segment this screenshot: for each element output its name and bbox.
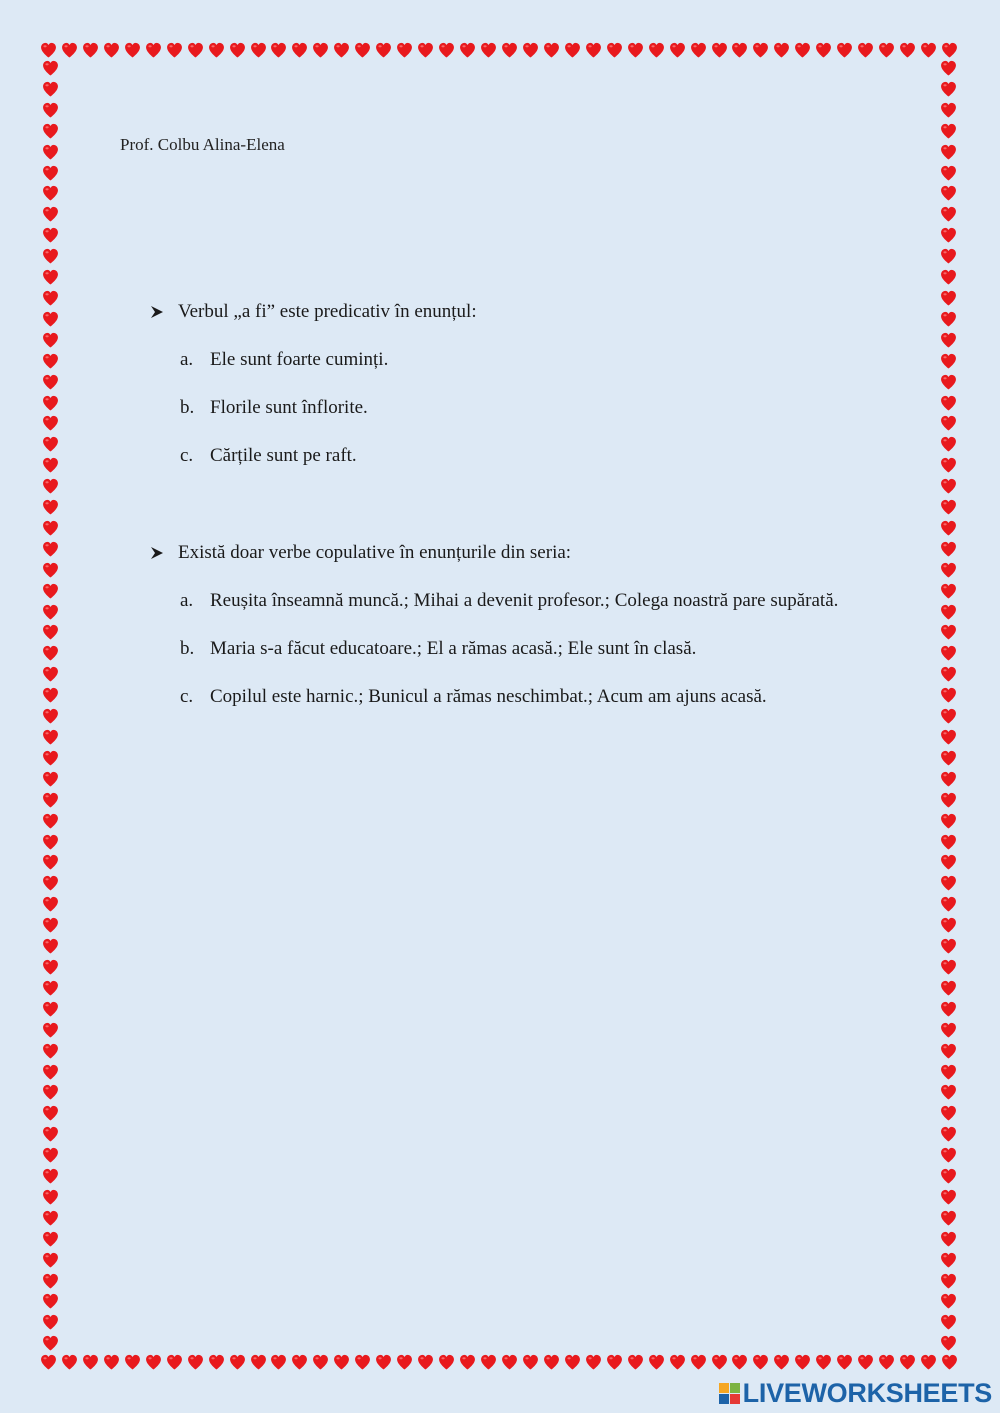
heart-icon [229,1354,246,1370]
heart-icon [42,206,59,222]
heart-icon [42,604,59,620]
heart-icon [940,395,957,411]
heart-icon [940,102,957,118]
heart-icon [940,792,957,808]
heart-icon [857,42,874,58]
heart-icon [815,1354,832,1370]
heart-icon [61,42,78,58]
heart-icon [794,42,811,58]
heart-icon [940,1231,957,1247]
worksheet-page [40,40,958,1372]
arrowhead-bullet-icon [150,546,178,560]
heart-icon [103,42,120,58]
heart-icon [42,1043,59,1059]
option-letter: b. [180,638,195,659]
heart-icon [42,1252,59,1268]
heart-icon [940,165,957,181]
heart-icon [42,332,59,348]
heart-icon [940,499,957,515]
heart-icon [42,645,59,661]
author-name: Prof. Colbu Alina-Elena [120,135,285,154]
heart-icon [940,813,957,829]
heart-icon [291,42,308,58]
heart-icon [899,1354,916,1370]
heart-icon [124,42,141,58]
heart-icon [42,917,59,933]
heart-icon [145,42,162,58]
question-2-option-a[interactable] [150,587,910,615]
heart-icon [354,42,371,58]
option-text: Reușita înseamnă muncă.; Mihai a devenit profesor.; Colega noastră pare supărată. [210,590,839,611]
heart-icon [42,771,59,787]
heart-icon [543,42,560,58]
liveworksheets-logo[interactable] [719,1377,992,1409]
heart-icon [940,227,957,243]
heart-icon [42,415,59,431]
question-1-option-b[interactable] [150,394,910,422]
heart-icon [42,1314,59,1330]
heart-icon [208,42,225,58]
heart-icon [794,1354,811,1370]
heart-icon [669,1354,686,1370]
heart-icon [42,520,59,536]
heart-icon [417,42,434,58]
heart-icon [940,1043,957,1059]
option-letter: c. [180,686,194,707]
heart-icon [42,144,59,160]
heart-border-top [40,40,958,60]
heart-icon [711,42,728,58]
heart-icon [42,1273,59,1289]
heart-icon [690,1354,707,1370]
heart-icon [940,1252,957,1268]
heart-icon [166,42,183,58]
heart-icon [815,42,832,58]
heart-icon [42,583,59,599]
heart-icon [940,541,957,557]
heart-icon [940,854,957,870]
heart-icon [940,457,957,473]
heart-icon [312,42,329,58]
heart-icon [522,42,539,58]
heart-icon [940,729,957,745]
heart-icon [543,1354,560,1370]
heart-icon [773,42,790,58]
heart-icon [940,1001,957,1017]
heart-icon [166,1354,183,1370]
heart-icon [940,980,957,996]
heart-icon [42,813,59,829]
heart-icon [42,1210,59,1226]
heart-icon [836,42,853,58]
heart-icon [940,206,957,222]
heart-icon [752,42,769,58]
heart-icon [42,666,59,682]
heart-icon [42,834,59,850]
heart-icon [42,1126,59,1142]
heart-icon [940,708,957,724]
heart-icon [229,42,246,58]
heart-icon [42,1022,59,1038]
heart-icon [940,1022,957,1038]
heart-icon [42,980,59,996]
heart-icon [187,42,204,58]
heart-icon [940,1314,957,1330]
question-1-option-c[interactable] [150,442,910,470]
heart-icon [312,1354,329,1370]
heart-icon [250,1354,267,1370]
heart-icon [940,415,957,431]
heart-icon [606,1354,623,1370]
heart-icon [940,959,957,975]
heart-icon [42,478,59,494]
heart-icon [940,666,957,682]
heart-icon [585,1354,602,1370]
heart-icon [501,1354,518,1370]
heart-icon [940,687,957,703]
heart-icon [648,1354,665,1370]
heart-icon [145,1354,162,1370]
heart-icon [42,499,59,515]
question-2-text: Există doar verbe copulative în enunțurile din seria: [178,542,572,563]
heart-icon [940,771,957,787]
heart-icon [42,959,59,975]
heart-icon [42,1293,59,1309]
heart-icon [270,1354,287,1370]
heart-icon [396,42,413,58]
heart-icon [627,1354,644,1370]
heart-icon [42,1105,59,1121]
option-text: Cărțile sunt pe raft. [210,445,357,466]
heart-icon [42,311,59,327]
heart-icon [438,42,455,58]
heart-icon [878,1354,895,1370]
heart-icon [940,353,957,369]
heart-icon [42,102,59,118]
heart-icon [42,227,59,243]
heart-icon [773,1354,790,1370]
option-text: Maria s-a făcut educatoare.; El a rămas acasă.; Ele sunt în clasă. [210,638,697,659]
heart-icon [522,1354,539,1370]
heart-icon [940,1084,957,1100]
heart-icon [731,42,748,58]
question-1 [150,298,910,470]
heart-icon [42,875,59,891]
heart-icon [940,269,957,285]
question-2 [150,539,910,711]
heart-icon [42,854,59,870]
heart-icon [711,1354,728,1370]
heart-icon [459,42,476,58]
heart-icon [396,1354,413,1370]
heart-icon [940,645,957,661]
heart-icon [42,1001,59,1017]
heart-icon [564,42,581,58]
heart-icon [42,750,59,766]
heart-icon [836,1354,853,1370]
heart-icon [940,604,957,620]
question-1-option-a[interactable] [150,346,910,374]
question-2-option-b[interactable] [150,635,910,663]
heart-icon [669,42,686,58]
heart-icon [940,583,957,599]
heart-icon [333,42,350,58]
heart-icon [940,374,957,390]
heart-icon [940,562,957,578]
heart-icon [42,1231,59,1247]
heart-icon [940,1210,957,1226]
heart-icon [42,81,59,97]
heart-icon [291,1354,308,1370]
heart-icon [417,1354,434,1370]
heart-icon [42,269,59,285]
heart-icon [940,478,957,494]
heart-icon [501,42,518,58]
heart-icon [187,1354,204,1370]
heart-icon [375,42,392,58]
heart-icon [690,42,707,58]
heart-icon [42,1147,59,1163]
heart-icon [42,248,59,264]
heart-icon [42,792,59,808]
heart-icon [878,42,895,58]
heart-icon [42,1189,59,1205]
heart-icon [940,1335,957,1351]
heart-icon [438,1354,455,1370]
heart-icon [42,165,59,181]
heart-icon [940,436,957,452]
heart-icon [42,436,59,452]
heart-icon [940,81,957,97]
heart-icon [459,1354,476,1370]
heart-icon [82,1354,99,1370]
heart-border-right [938,60,958,1352]
heart-icon [648,42,665,58]
heart-icon [42,1168,59,1184]
heart-icon [42,562,59,578]
heart-icon [940,938,957,954]
heart-icon [940,290,957,306]
heart-icon [42,624,59,640]
heart-icon [270,42,287,58]
heart-icon [480,1354,497,1370]
heart-icon [42,395,59,411]
heart-icon [42,541,59,557]
heart-icon [940,248,957,264]
heart-icon [42,185,59,201]
heart-icon [940,185,957,201]
heart-icon [42,123,59,139]
heart-border-left [40,60,60,1352]
heart-icon [40,1354,57,1370]
heart-icon [920,42,937,58]
heart-icon [940,144,957,160]
heart-icon [940,1147,957,1163]
heart-icon [940,1105,957,1121]
heart-icon [940,332,957,348]
heart-icon [42,896,59,912]
liveworksheets-logo-text: LIVEWORKSHEETS [742,1377,992,1408]
liveworksheets-logo-icon [719,1383,740,1404]
option-letter: a. [180,590,194,611]
arrowhead-bullet-icon [150,305,178,319]
option-letter: a. [180,349,194,370]
heart-icon [82,42,99,58]
heart-icon [940,311,957,327]
heart-icon [42,729,59,745]
heart-icon [585,42,602,58]
heart-icon [42,60,59,76]
heart-icon [42,1084,59,1100]
heart-icon [42,353,59,369]
option-text: Ele sunt foarte cuminți. [210,349,389,370]
option-letter: b. [180,397,195,418]
heart-icon [354,1354,371,1370]
heart-icon [42,1064,59,1080]
heart-icon [480,42,497,58]
heart-icon [940,750,957,766]
option-letter: c. [180,445,194,466]
question-prompt [150,539,910,567]
heart-icon [42,290,59,306]
heart-icon [731,1354,748,1370]
heart-icon [940,875,957,891]
heart-icon [564,1354,581,1370]
heart-icon [61,1354,78,1370]
heart-icon [42,938,59,954]
heart-icon [857,1354,874,1370]
heart-icon [606,42,623,58]
heart-icon [103,1354,120,1370]
heart-icon [40,42,57,58]
heart-icon [920,1354,937,1370]
heart-icon [42,457,59,473]
heart-icon [940,60,957,76]
heart-icon [940,1273,957,1289]
heart-icon [940,520,957,536]
heart-icon [940,1293,957,1309]
question-2-option-c[interactable] [150,683,910,711]
heart-icon [627,42,644,58]
option-text: Florile sunt înflorite. [210,397,368,418]
heart-icon [940,1168,957,1184]
heart-icon [124,1354,141,1370]
heart-border-bottom [40,1352,958,1372]
heart-icon [941,1354,958,1370]
heart-icon [940,1189,957,1205]
heart-icon [940,624,957,640]
heart-icon [940,1064,957,1080]
heart-icon [42,687,59,703]
heart-icon [940,123,957,139]
heart-icon [940,896,957,912]
heart-icon [940,917,957,933]
heart-icon [940,1126,957,1142]
heart-icon [42,1335,59,1351]
question-1-text: Verbul „a fi” este predicativ în enunțul: [178,301,477,322]
heart-icon [375,1354,392,1370]
heart-icon [42,374,59,390]
heart-icon [250,42,267,58]
heart-icon [941,42,958,58]
heart-icon [42,708,59,724]
question-prompt [150,298,910,326]
heart-icon [208,1354,225,1370]
option-text: Copilul este harnic.; Bunicul a rămas neschimbat.; Acum am ajuns acasă. [210,686,767,707]
heart-icon [752,1354,769,1370]
heart-icon [899,42,916,58]
heart-icon [940,834,957,850]
heart-icon [333,1354,350,1370]
